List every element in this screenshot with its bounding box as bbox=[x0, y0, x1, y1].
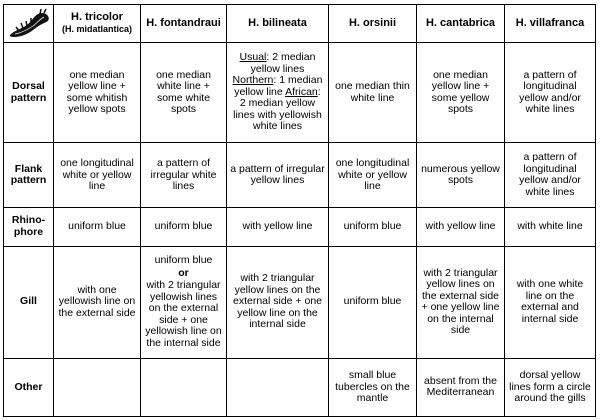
variant-text: : 2 median yellow lines with yellowish white lines bbox=[233, 85, 322, 133]
species-header-tricolor bbox=[54, 5, 141, 43]
species-header-villafranca bbox=[505, 5, 596, 43]
species-header-cantabrica bbox=[417, 5, 505, 43]
row-gill bbox=[4, 246, 596, 358]
species-header-fontandraui bbox=[141, 5, 227, 43]
row-dorsal-pattern bbox=[4, 43, 596, 143]
variant-label-northern: Northern bbox=[232, 74, 274, 87]
table-cell: uniform blue bbox=[141, 208, 227, 246]
row-rhinophore bbox=[4, 208, 596, 246]
table-cell: numerous yellow spots bbox=[417, 143, 505, 208]
table-cell bbox=[141, 358, 227, 416]
variant-text: : 2 median yellow lines bbox=[250, 51, 316, 75]
table-cell: uniform blue bbox=[329, 208, 417, 246]
table-cell: a pattern of irregular yellow lines bbox=[227, 143, 329, 208]
row-label: Gill bbox=[4, 246, 54, 358]
table-cell: one longitudinal white or yellow line bbox=[329, 143, 417, 208]
header-row bbox=[4, 5, 596, 43]
table-cell: a pattern of longitudinal yellow and/or white lines bbox=[505, 43, 596, 143]
row-flank-pattern bbox=[4, 143, 596, 208]
species-header-bilineata bbox=[227, 5, 329, 43]
table-cell bbox=[54, 358, 141, 416]
table-cell-bilineata-dorsal bbox=[227, 43, 329, 143]
species-name: H. cantabrica bbox=[425, 16, 496, 29]
table-cell: a pattern of irregular white lines bbox=[141, 143, 227, 208]
table-cell: uniform blue bbox=[329, 246, 417, 358]
variant-label-african: African bbox=[285, 85, 318, 98]
species-subname: (H. midatlantica) bbox=[61, 23, 132, 34]
row-label: Other bbox=[4, 358, 54, 416]
species-header-orsinii bbox=[329, 5, 417, 43]
table-cell: with 2 triangular yellow lines on the external side + one yellow line on the internal side bbox=[417, 246, 505, 358]
table-cell: with one white line on the external and internal side bbox=[505, 246, 596, 358]
table-cell: one median thin white line bbox=[329, 43, 417, 143]
gill-option-2: with 2 triangular yellowish lines on the external side + one yellowish line on the internal side bbox=[145, 279, 222, 349]
table-cell: one median yellow line + some whitish yellow spots bbox=[54, 43, 141, 143]
species-name: H. orsinii bbox=[348, 16, 397, 29]
table-cell: dorsal yellow lines form a circle around the gills bbox=[505, 358, 596, 416]
table-cell: absent from the Mediterranean bbox=[417, 358, 505, 416]
row-label: Dorsal pattern bbox=[4, 43, 54, 143]
table-cell: with white line bbox=[505, 208, 596, 246]
row-label: Rhino-phore bbox=[4, 208, 54, 246]
row-other bbox=[4, 358, 596, 416]
sea-slug-icon bbox=[7, 8, 53, 40]
logo-cell bbox=[4, 5, 54, 43]
table-cell: one median white line + some white spots bbox=[141, 43, 227, 143]
table-cell: one median yellow line + some yellow spots bbox=[417, 43, 505, 143]
table-cell: one longitudinal white or yellow line bbox=[54, 143, 141, 208]
table-cell: with yellow line bbox=[227, 208, 329, 246]
table-cell: with 2 triangular yellow lines on the external side + one yellow line on the internal side bbox=[227, 246, 329, 358]
comparison-table bbox=[3, 4, 596, 417]
gill-option-1: uniform blue bbox=[154, 254, 213, 267]
species-name: H. fontandraui bbox=[146, 16, 221, 29]
table-cell: with yellow line bbox=[417, 208, 505, 246]
table-cell: small blue tubercles on the mantle bbox=[329, 358, 417, 416]
table-cell: with one yellowish line on the external side bbox=[54, 246, 141, 358]
table-cell: uniform blue bbox=[54, 208, 141, 246]
species-name: H. tricolor bbox=[71, 11, 123, 23]
species-name: H. villafranca bbox=[515, 16, 585, 29]
variant-label-usual: Usual bbox=[239, 51, 267, 64]
row-label: Flank pattern bbox=[4, 143, 54, 208]
species-name: H. bilineata bbox=[248, 16, 307, 29]
gill-or: or bbox=[178, 266, 189, 279]
table-cell: a pattern of longitudinal yellow and/or white lines bbox=[505, 143, 596, 208]
table-cell bbox=[227, 358, 329, 416]
variant-text: : 1 median yellow line bbox=[234, 74, 323, 98]
table-cell-fontandraui-gill bbox=[141, 246, 227, 358]
